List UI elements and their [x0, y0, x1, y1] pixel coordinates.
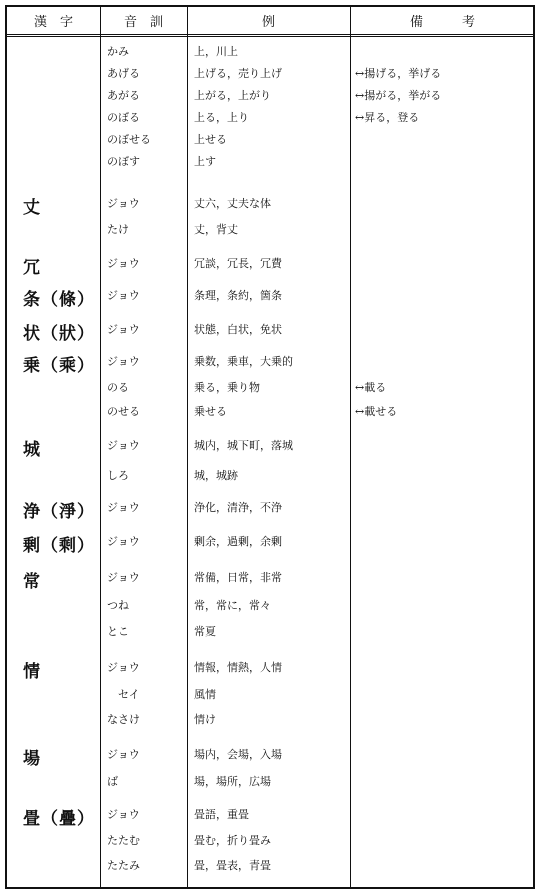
kanji-cell: 剰（剩）	[23, 536, 95, 556]
reading-cell: のぼす	[107, 155, 140, 168]
reading-cell: ジョウ	[107, 501, 140, 514]
reading-cell: ジョウ	[107, 439, 140, 452]
header-example	[187, 7, 350, 34]
remarks-cell: ↔載せる	[355, 405, 398, 418]
reading-cell: のぼせる	[107, 133, 151, 146]
column-divider	[350, 7, 351, 887]
reading-cell: とこ	[107, 625, 129, 638]
reading-cell: ジョウ	[107, 257, 140, 270]
reading-cell: セイ	[107, 688, 140, 701]
reading-cell: かみ	[107, 45, 129, 58]
example-cell: 上せる	[194, 133, 227, 146]
reading-cell: あがる	[107, 89, 140, 102]
reading-cell: のぼる	[107, 111, 140, 124]
kanji-cell: 冗	[23, 258, 41, 278]
example-cell: 状態，白状，免状	[194, 323, 282, 336]
example-cell: 冗談，冗長，冗費	[194, 257, 282, 270]
reading-cell: たたむ	[107, 834, 140, 847]
example-cell: 条理，条約，箇条	[194, 289, 282, 302]
reading-cell: しろ	[107, 469, 129, 482]
kanji-cell: 状（狀）	[23, 324, 95, 344]
example-cell: 丈六，丈夫な体	[194, 197, 271, 210]
header-kanji	[7, 7, 100, 34]
reading-cell: たけ	[107, 223, 129, 236]
header-divider	[7, 34, 533, 37]
example-cell: 常，常に，常々	[194, 599, 271, 612]
kanji-cell: 条（條）	[23, 290, 95, 310]
kanji-cell: 常	[23, 572, 41, 592]
kanji-cell: 乗（乘）	[23, 356, 95, 376]
example-cell: 上る，上り	[194, 111, 249, 124]
reading-cell: たたみ	[107, 859, 140, 872]
example-cell: 畳む，折り畳み	[194, 834, 271, 847]
reading-cell: ば	[107, 775, 118, 788]
kanji-cell: 畳（疊）	[23, 809, 95, 829]
example-cell: 風情	[194, 688, 216, 701]
kanji-cell: 情	[23, 662, 41, 682]
example-cell: 場内，会場，入場	[194, 748, 282, 761]
example-cell: 剰余，過剰，余剰	[194, 535, 282, 548]
remarks-cell: ↔昇る，登る	[355, 111, 420, 124]
reading-cell: ジョウ	[107, 748, 140, 761]
reading-cell: のせる	[107, 405, 140, 418]
header-remarks-label: 備 考	[409, 15, 475, 30]
header-remarks	[350, 7, 535, 34]
reading-cell: ジョウ	[107, 808, 140, 821]
remarks-cell: ↔揚げる，挙げる	[355, 67, 442, 80]
example-cell: 常夏	[194, 625, 216, 638]
example-cell: 上がる，上がり	[194, 89, 271, 102]
reading-cell: ジョウ	[107, 571, 140, 584]
kanji-cell: 城	[23, 440, 41, 460]
example-cell: 浄化，清浄，不浄	[194, 501, 282, 514]
reading-cell: なさけ	[107, 713, 140, 726]
reading-cell: ジョウ	[107, 323, 140, 336]
header-kanji-label: 漢 字	[33, 15, 73, 30]
column-divider	[187, 7, 188, 887]
example-cell: 乗る，乗り物	[194, 381, 260, 394]
kanji-cell: 浄（淨）	[23, 502, 95, 522]
example-cell: 城，城跡	[194, 469, 238, 482]
kanji-reading-table	[5, 5, 535, 889]
example-cell: 上，川上	[194, 45, 238, 58]
reading-cell: のる	[107, 381, 129, 394]
reading-cell: ジョウ	[107, 661, 140, 674]
example-cell: 場，場所，広場	[194, 775, 271, 788]
example-cell: 畳，畳表，青畳	[194, 859, 271, 872]
example-cell: 情け	[194, 713, 216, 726]
remarks-cell: ↔載る	[355, 381, 387, 394]
remarks-cell: ↔揚がる，挙がる	[355, 89, 442, 102]
reading-cell: ジョウ	[107, 197, 140, 210]
example-cell: 常備，日常，非常	[194, 571, 282, 584]
column-divider	[100, 7, 101, 887]
example-cell: 丈，背丈	[194, 223, 238, 236]
example-cell: 上げる，売り上げ	[194, 67, 282, 80]
kanji-cell: 丈	[23, 198, 41, 218]
header-reading-label: 音 訓	[123, 15, 163, 30]
example-cell: 城内，城下町，落城	[194, 439, 293, 452]
reading-cell: つね	[107, 599, 129, 612]
example-cell: 乗せる	[194, 405, 227, 418]
reading-cell: あげる	[107, 67, 140, 80]
kanji-cell: 場	[23, 749, 41, 769]
example-cell: 情報，情熱，人情	[194, 661, 282, 674]
header-reading	[100, 7, 187, 34]
example-cell: 上す	[194, 155, 216, 168]
reading-cell: ジョウ	[107, 355, 140, 368]
header-example-label: 例	[261, 15, 275, 30]
example-cell: 乗数，乗車，大乗的	[194, 355, 293, 368]
example-cell: 畳語，重畳	[194, 808, 249, 821]
reading-cell: ジョウ	[107, 289, 140, 302]
reading-cell: ジョウ	[107, 535, 140, 548]
